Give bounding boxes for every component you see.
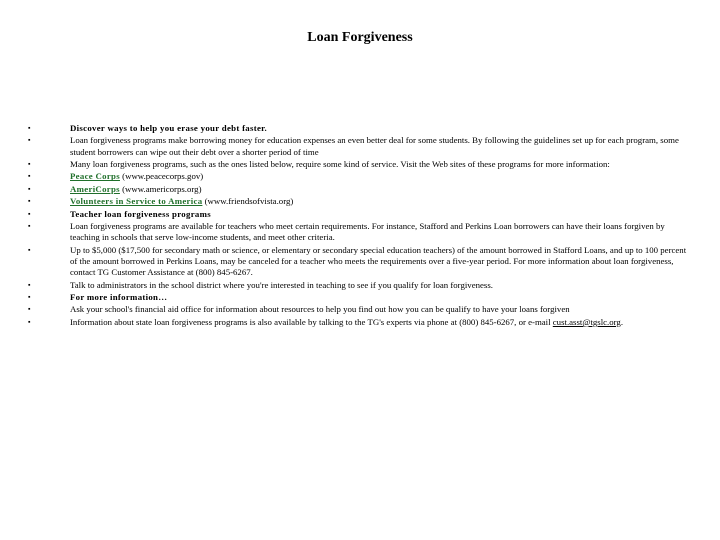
page-title: Loan Forgiveness — [307, 30, 413, 45]
item-text: (www.friendsofvista.org) — [202, 196, 294, 207]
item-text: Teacher loan forgiveness programs — [70, 208, 211, 219]
list-item — [26, 196, 694, 207]
americorps-link[interactable]: AmeriCorps — [70, 183, 120, 194]
bullet-icon: ▪ — [28, 317, 31, 326]
peace-corps-link[interactable]: Peace Corps — [70, 171, 120, 182]
item-text: Information about state loan forgiveness programs is also available by talking to the TG's experts via phone at (800) 845-6267, or e-mail — [70, 316, 553, 327]
item-text: Ask your school's financial aid office for information about resources to help you find out how you can be qualify to have your loans forgiven — [70, 304, 570, 315]
item-text: For more information… — [70, 292, 168, 303]
list-item — [26, 209, 694, 220]
item-text: Loan forgiveness programs make borrowing money for education expenses an even better deal for some students. By following the guidelines set up for each program, some student borrowers can wipe out their debt over a shorter period of time — [70, 135, 679, 157]
bullet-icon: ▪ — [28, 280, 31, 289]
bullet-icon: ▪ — [28, 160, 31, 169]
bullet-icon: ▪ — [28, 184, 31, 193]
list-item — [26, 135, 694, 158]
bullet-icon: ▪ — [28, 197, 31, 206]
list-item — [26, 280, 694, 291]
list-item — [26, 304, 694, 315]
list-item — [26, 317, 694, 328]
bullet-icon: ▪ — [28, 245, 31, 254]
bullet-icon: ▪ — [28, 209, 31, 218]
list-item — [26, 292, 694, 303]
bullet-icon: ▪ — [28, 172, 31, 181]
item-text: Up to $5,000 ($17,500 for secondary math or science, or elementary or secondary special education teachers) of the amount borrowed in Stafford Loans, and up to 100 percent of the amount borrowed in Perkins Loans, may be canceled for a teacher who meets the requirements over a five-year period. For more information about loan forgiveness, contact TG Customer Assistance at (800) 845-6267. — [70, 244, 687, 278]
vista-link[interactable]: Volunteers in Service to America — [70, 196, 203, 207]
email-link[interactable]: cust.asst@tgslc.org — [552, 316, 621, 327]
item-text-end: . — [620, 316, 624, 327]
list-item — [26, 123, 694, 134]
item-text: Discover ways to help you erase your debt faster. — [70, 123, 268, 133]
item-text: (www.peacecorps.gov) — [119, 171, 204, 182]
item-text: Many loan forgiveness programs, such as the ones listed below, require some kind of service. Visit the Web sites of these programs for more information: — [70, 159, 610, 170]
bullet-icon: ▪ — [28, 305, 31, 314]
item-text: Loan forgiveness programs are available for teachers who meet certain requirements. For instance, Stafford and Perkins Loan borrowers can have their loans forgiven by teaching in schools that serve low-income students, and meet other criteria. — [70, 221, 665, 243]
bullet-icon: ▪ — [28, 222, 31, 231]
bullet-icon: ▪ — [28, 293, 31, 302]
bullet-list — [26, 123, 694, 329]
list-item — [26, 159, 694, 170]
list-item — [26, 171, 694, 182]
bullet-icon: ▪ — [28, 136, 31, 145]
item-text: Talk to administrators in the school district where you're interested in teaching to see if you qualify for loan forgiveness. — [70, 279, 493, 290]
list-item — [26, 184, 694, 195]
item-text: (www.americorps.org) — [119, 183, 202, 194]
list-item — [26, 245, 694, 279]
list-item — [26, 221, 694, 244]
bullet-icon: ▪ — [28, 124, 31, 132]
